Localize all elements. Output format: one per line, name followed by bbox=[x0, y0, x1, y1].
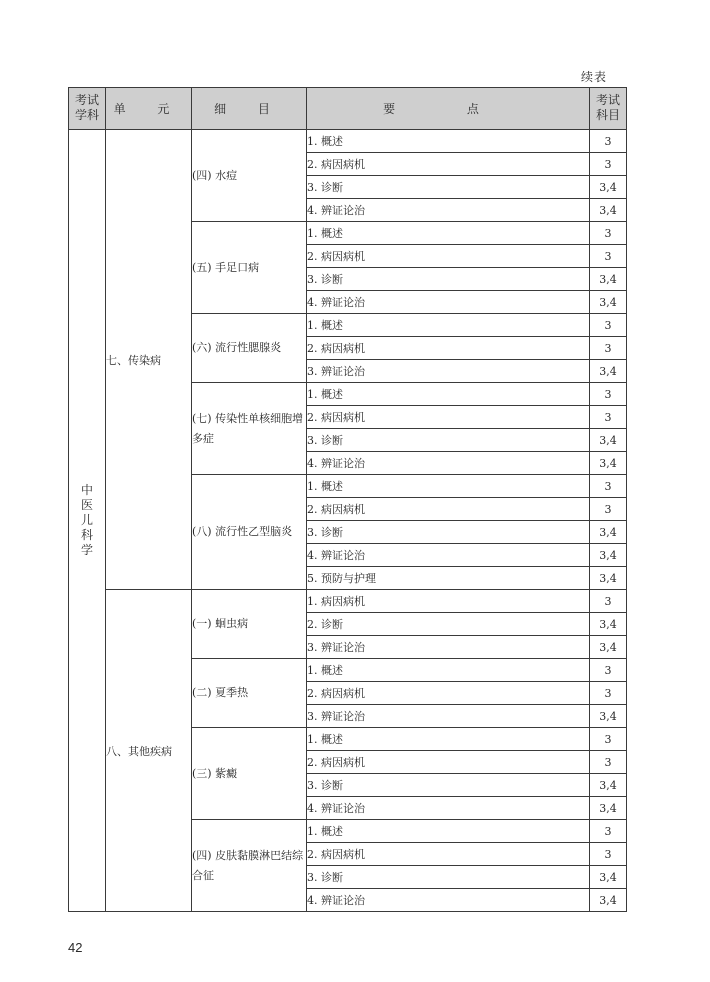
detail-cell: (三) 紫癜 bbox=[192, 728, 307, 820]
subject-label: 中医儿科学 bbox=[80, 483, 93, 557]
exam-cell: 3,4 bbox=[590, 866, 627, 889]
point-cell: 5. 预防与护理 bbox=[307, 567, 590, 590]
exam-cell: 3,4 bbox=[590, 636, 627, 659]
exam-cell: 3 bbox=[590, 314, 627, 337]
exam-cell: 3 bbox=[590, 843, 627, 866]
table-header-row bbox=[69, 88, 627, 130]
exam-cell: 3,4 bbox=[590, 889, 627, 912]
detail-cell: (一) 蛔虫病 bbox=[192, 590, 307, 659]
header-subject: 考试学科 bbox=[69, 88, 106, 130]
exam-cell: 3 bbox=[590, 682, 627, 705]
point-cell: 2. 病因病机 bbox=[307, 406, 590, 429]
point-cell: 3. 诊断 bbox=[307, 774, 590, 797]
exam-cell: 3 bbox=[590, 153, 627, 176]
unit-cell: 八、其他疾病 bbox=[106, 590, 192, 912]
point-cell: 1. 概述 bbox=[307, 820, 590, 843]
point-cell: 2. 病因病机 bbox=[307, 498, 590, 521]
point-cell: 3. 诊断 bbox=[307, 866, 590, 889]
detail-cell: (四) 水痘 bbox=[192, 130, 307, 222]
point-cell: 3. 辨证论治 bbox=[307, 705, 590, 728]
exam-cell: 3,4 bbox=[590, 199, 627, 222]
point-cell: 1. 病因病机 bbox=[307, 590, 590, 613]
exam-cell: 3,4 bbox=[590, 360, 627, 383]
point-cell: 3. 诊断 bbox=[307, 521, 590, 544]
exam-cell: 3 bbox=[590, 475, 627, 498]
exam-cell: 3,4 bbox=[590, 544, 627, 567]
exam-cell: 3,4 bbox=[590, 567, 627, 590]
exam-cell: 3,4 bbox=[590, 797, 627, 820]
point-cell: 4. 辨证论治 bbox=[307, 797, 590, 820]
point-cell: 1. 概述 bbox=[307, 475, 590, 498]
point-cell: 3. 辨证论治 bbox=[307, 360, 590, 383]
exam-cell: 3 bbox=[590, 406, 627, 429]
detail-cell: (六) 流行性腮腺炎 bbox=[192, 314, 307, 383]
header-exam: 考试科目 bbox=[590, 88, 627, 130]
point-cell: 2. 病因病机 bbox=[307, 843, 590, 866]
point-cell: 4. 辨证论治 bbox=[307, 291, 590, 314]
header-detail: 细 目 bbox=[192, 88, 307, 130]
exam-cell: 3 bbox=[590, 728, 627, 751]
exam-cell: 3 bbox=[590, 751, 627, 774]
exam-cell: 3 bbox=[590, 222, 627, 245]
point-cell: 2. 病因病机 bbox=[307, 153, 590, 176]
point-cell: 3. 诊断 bbox=[307, 429, 590, 452]
detail-cell: (五) 手足口病 bbox=[192, 222, 307, 314]
point-cell: 1. 概述 bbox=[307, 222, 590, 245]
header-points: 要 点 bbox=[307, 88, 590, 130]
subject-cell bbox=[69, 130, 106, 912]
table-row bbox=[69, 130, 627, 153]
exam-cell: 3,4 bbox=[590, 613, 627, 636]
exam-cell: 3,4 bbox=[590, 521, 627, 544]
exam-cell: 3 bbox=[590, 383, 627, 406]
point-cell: 2. 病因病机 bbox=[307, 337, 590, 360]
point-cell: 4. 辨证论治 bbox=[307, 544, 590, 567]
exam-cell: 3 bbox=[590, 820, 627, 843]
exam-cell: 3 bbox=[590, 245, 627, 268]
point-cell: 3. 诊断 bbox=[307, 268, 590, 291]
point-cell: 2. 诊断 bbox=[307, 613, 590, 636]
syllabus-table bbox=[68, 87, 627, 912]
detail-cell: (四) 皮肤黏膜淋巴结综合征 bbox=[192, 820, 307, 912]
exam-cell: 3,4 bbox=[590, 429, 627, 452]
point-cell: 2. 病因病机 bbox=[307, 245, 590, 268]
table-row bbox=[69, 590, 627, 613]
point-cell: 1. 概述 bbox=[307, 659, 590, 682]
point-cell: 1. 概述 bbox=[307, 130, 590, 153]
point-cell: 4. 辨证论治 bbox=[307, 889, 590, 912]
point-cell: 4. 辨证论治 bbox=[307, 199, 590, 222]
table-body bbox=[69, 130, 627, 912]
exam-cell: 3,4 bbox=[590, 291, 627, 314]
exam-cell: 3 bbox=[590, 130, 627, 153]
detail-cell: (七) 传染性单核细胞增多症 bbox=[192, 383, 307, 475]
point-cell: 2. 病因病机 bbox=[307, 751, 590, 774]
exam-cell: 3 bbox=[590, 590, 627, 613]
detail-cell: (二) 夏季热 bbox=[192, 659, 307, 728]
exam-cell: 3 bbox=[590, 498, 627, 521]
header-unit: 单 元 bbox=[106, 88, 192, 130]
page-number: 42 bbox=[68, 940, 83, 955]
point-cell: 1. 概述 bbox=[307, 383, 590, 406]
point-cell: 3. 诊断 bbox=[307, 176, 590, 199]
point-cell: 1. 概述 bbox=[307, 728, 590, 751]
point-cell: 1. 概述 bbox=[307, 314, 590, 337]
continued-table-note: 续表 bbox=[581, 70, 608, 84]
exam-cell: 3,4 bbox=[590, 774, 627, 797]
point-cell: 3. 辨证论治 bbox=[307, 636, 590, 659]
exam-cell: 3 bbox=[590, 337, 627, 360]
exam-cell: 3 bbox=[590, 659, 627, 682]
exam-cell: 3,4 bbox=[590, 268, 627, 291]
exam-cell: 3,4 bbox=[590, 452, 627, 475]
exam-cell: 3,4 bbox=[590, 176, 627, 199]
point-cell: 4. 辨证论治 bbox=[307, 452, 590, 475]
unit-cell: 七、传染病 bbox=[106, 130, 192, 590]
point-cell: 2. 病因病机 bbox=[307, 682, 590, 705]
detail-cell: (八) 流行性乙型脑炎 bbox=[192, 475, 307, 590]
exam-cell: 3,4 bbox=[590, 705, 627, 728]
